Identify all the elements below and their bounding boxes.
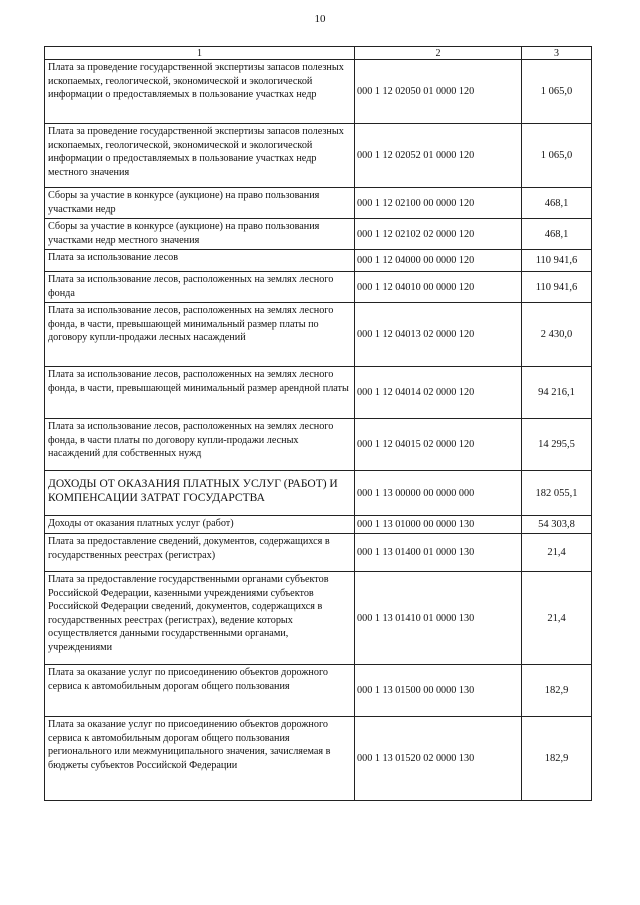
budget-code-cell: 000 1 13 01500 00 0000 130	[355, 665, 522, 717]
amount-cell: 110 941,6	[522, 250, 592, 272]
row-name-cell: Доходы от оказания платных услуг (работ)	[45, 516, 355, 534]
amount-cell: 54 303,8	[522, 516, 592, 534]
table-row	[45, 219, 592, 250]
table-row	[45, 665, 592, 717]
table-row	[45, 534, 592, 572]
amount-cell: 1 065,0	[522, 124, 592, 188]
row-name-cell: Плата за предоставление сведений, документов, содержащихся в государственных реестрах (регистрах)	[45, 534, 355, 572]
table-row	[45, 60, 592, 124]
budget-code-cell: 000 1 12 04015 02 0000 120	[355, 419, 522, 471]
budget-code-cell: 000 1 12 02052 01 0000 120	[355, 124, 522, 188]
budget-code-cell: 000 1 13 01520 02 0000 130	[355, 717, 522, 801]
column-header-code: 2	[355, 47, 522, 60]
column-header-amount: 3	[522, 47, 592, 60]
row-name-cell: Плата за оказание услуг по присоединению объектов дорожного сервиса к автомобильным дорогам общего пользования	[45, 665, 355, 717]
row-name-cell: Сборы за участие в конкурсе (аукционе) на право пользования участками недр	[45, 188, 355, 219]
amount-cell: 110 941,6	[522, 272, 592, 303]
column-header-row	[45, 47, 592, 60]
page-number: 10	[314, 13, 326, 25]
budget-code-cell: 000 1 12 04000 00 0000 120	[355, 250, 522, 272]
table-row	[45, 419, 592, 471]
table-row	[45, 471, 592, 516]
row-name-cell: Плата за оказание услуг по присоединению объектов дорожного сервиса к автомобильным дорогам общего пользования регионального или межмуниципального значения, зачисляемая в бюджеты субъектов Российской Федерации	[45, 717, 355, 801]
table-row	[45, 124, 592, 188]
budget-code-cell: 000 1 13 01000 00 0000 130	[355, 516, 522, 534]
amount-cell: 1 065,0	[522, 60, 592, 124]
table-row	[45, 303, 592, 367]
budget-code-cell: 000 1 12 02102 02 0000 120	[355, 219, 522, 250]
revenue-table	[44, 46, 592, 801]
amount-cell: 2 430,0	[522, 303, 592, 367]
amount-cell: 94 216,1	[522, 367, 592, 419]
table-row	[45, 250, 592, 272]
table-row	[45, 272, 592, 303]
row-name-cell: Плата за проведение государственной экспертизы запасов полезных ископаемых, геологической, экономической и экологической информации о предоставляемых в пользование участках недр	[45, 60, 355, 124]
amount-cell: 182,9	[522, 717, 592, 801]
amount-cell: 468,1	[522, 188, 592, 219]
budget-code-cell: 000 1 12 04010 00 0000 120	[355, 272, 522, 303]
budget-code-cell: 000 1 12 02050 01 0000 120	[355, 60, 522, 124]
amount-cell: 21,4	[522, 534, 592, 572]
table-row	[45, 717, 592, 801]
row-name-cell: Плата за предоставление государственными органами субъектов Российской Федерации, казенными учреждениями субъектов Российской Федерации сведений, документов, содержащихся в государственных реестрах (регистрах), ведение которых осуществляется данными государственными органами, учреждениями	[45, 572, 355, 665]
amount-cell: 182,9	[522, 665, 592, 717]
amount-cell: 14 295,5	[522, 419, 592, 471]
budget-code-cell: 000 1 13 01410 01 0000 130	[355, 572, 522, 665]
column-header-name: 1	[45, 47, 355, 60]
table-row	[45, 188, 592, 219]
row-name-cell: Плата за использование лесов, расположенных на землях лесного фонда, в части, превышающей минимальный размер платы по договору купли-продажи лесных насаждений	[45, 303, 355, 367]
budget-code-cell: 000 1 12 04014 02 0000 120	[355, 367, 522, 419]
budget-code-cell: 000 1 13 00000 00 0000 000	[355, 471, 522, 516]
budget-code-cell: 000 1 12 02100 00 0000 120	[355, 188, 522, 219]
table-row	[45, 572, 592, 665]
table-row	[45, 367, 592, 419]
row-name-cell: Плата за использование лесов, расположенных на землях лесного фонда	[45, 272, 355, 303]
table-row	[45, 516, 592, 534]
row-name-cell: Плата за проведение государственной экспертизы запасов полезных ископаемых, геологической, экономической и экологической информации о предоставляемых в пользование участках недр местного значения	[45, 124, 355, 188]
budget-code-cell: 000 1 13 01400 01 0000 130	[355, 534, 522, 572]
row-name-cell: Плата за использование лесов	[45, 250, 355, 272]
row-name-cell: Плата за использование лесов, расположенных на землях лесного фонда, в части платы по договору купли-продажи лесных насаждений для собственных нужд	[45, 419, 355, 471]
row-name-cell: ДОХОДЫ ОТ ОКАЗАНИЯ ПЛАТНЫХ УСЛУГ (РАБОТ) И КОМПЕНСАЦИИ ЗАТРАТ ГОСУДАРСТВА	[45, 471, 355, 516]
budget-code-cell: 000 1 12 04013 02 0000 120	[355, 303, 522, 367]
row-name-cell: Плата за использование лесов, расположенных на землях лесного фонда, в части, превышающей минимальный размер арендной платы	[45, 367, 355, 419]
amount-cell: 21,4	[522, 572, 592, 665]
amount-cell: 468,1	[522, 219, 592, 250]
row-name-cell: Сборы за участие в конкурсе (аукционе) на право пользования участками недр местного значения	[45, 219, 355, 250]
amount-cell: 182 055,1	[522, 471, 592, 516]
